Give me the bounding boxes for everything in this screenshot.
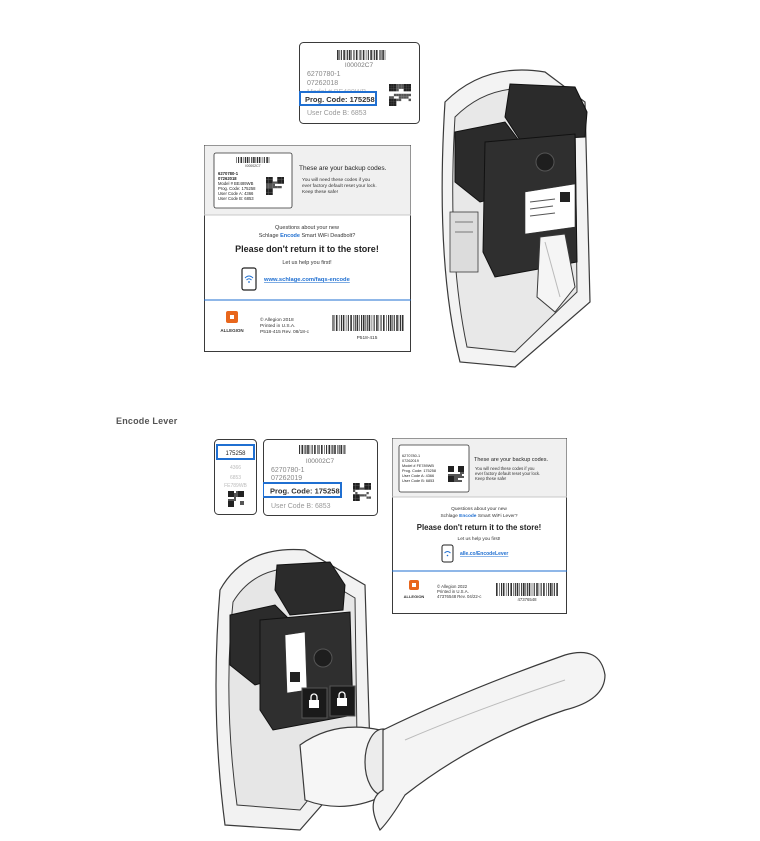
svg-text:You will need these codes if y: You will need these codes if you — [302, 178, 371, 183]
svg-text:Let us help you first!: Let us help you first! — [282, 260, 332, 266]
svg-text:Model # FE789WB: Model # FE789WB — [402, 464, 434, 468]
svg-text:6270780-1: 6270780-1 — [271, 467, 305, 474]
svg-text:4366: 4366 — [229, 465, 242, 471]
svg-text:Printed in U.S.A.: Printed in U.S.A. — [260, 324, 296, 329]
svg-text:Please don't return it to the: Please don't return it to the store! — [416, 523, 542, 532]
svg-text:ALLEGION: ALLEGION — [403, 594, 425, 599]
svg-text:07262019: 07262019 — [402, 459, 419, 463]
svg-text:47376548 Rev. 04/22-c: 47376548 Rev. 04/22-c — [437, 594, 482, 599]
svg-text:Printed in U.S.A.: Printed in U.S.A. — [437, 589, 469, 594]
svg-text:47376548: 47376548 — [517, 597, 537, 602]
svg-text:Questions about your new: Questions about your new — [275, 225, 339, 231]
deadbolt-backup-card — [204, 145, 411, 352]
svg-text:Schlage Encode Smart WiFi Leve: Schlage Encode Smart WiFi Lever? — [440, 514, 518, 519]
svg-text:© Allegion 2018: © Allegion 2018 — [260, 318, 294, 323]
sticker-line1: 6270780-1 — [307, 71, 341, 78]
svg-text:Keep these safe!: Keep these safe! — [475, 476, 507, 481]
deadbolt-lock-illustration — [425, 62, 610, 372]
svg-text:ALLEGION: ALLEGION — [220, 328, 244, 333]
svg-text:Schlage Encode Smart WiFi Dead: Schlage Encode Smart WiFi Deadbolt? — [258, 233, 356, 239]
svg-text:User Code A: 4366: User Code A: 4366 — [218, 191, 254, 196]
svg-text:Model # BE489WB: Model # BE489WB — [218, 181, 254, 186]
backup-title: These are your backup codes. — [299, 165, 387, 172]
svg-text:Prog. Code: 175258: Prog. Code: 175258 — [218, 186, 256, 191]
sticker-prog-code: Prog. Code: 175258 — [305, 95, 375, 104]
lever-sticker-prog-code: Prog. Code: 175258 — [270, 486, 340, 496]
lever-lock-illustration — [205, 540, 610, 835]
svg-text:FE789WB: FE789WB — [224, 483, 247, 489]
support-link: www.schlage.com/faqs-encode — [264, 277, 350, 283]
svg-text:I00002C7: I00002C7 — [305, 458, 335, 465]
svg-text:ever factory default reset you: ever factory default reset your lock. — [475, 471, 541, 476]
svg-text:6853: 6853 — [229, 475, 242, 481]
svg-text:Prog. Code: 175258: Prog. Code: 175258 — [402, 469, 436, 473]
svg-text:ever factory default reset you: ever factory default reset your lock. — [302, 184, 377, 189]
sticker-user-code-b: User Code B: 6853 — [307, 110, 367, 117]
svg-text:Let us help you first!: Let us help you first! — [457, 537, 501, 542]
sticker-serial: I00002C7 — [344, 62, 374, 69]
svg-text:alle.co/EncodeLever: alle.co/EncodeLever — [460, 551, 509, 557]
card-headline: Please don't return it to the store! — [235, 244, 379, 254]
phone-wifi-icon — [242, 268, 256, 290]
svg-text:You will need these codes if y: You will need these codes if you — [475, 466, 535, 471]
lever-sticker — [263, 439, 378, 516]
deadbolt-sticker — [299, 42, 420, 124]
mini-serial: I00002C7 — [245, 164, 261, 168]
svg-text:P518-415 Rev. 08/18-c: P518-415 Rev. 08/18-c — [260, 330, 309, 335]
lever-small-sticker — [214, 439, 257, 515]
svg-text:User Code A: 4366: User Code A: 4366 — [402, 474, 435, 478]
svg-text:User Code B: 6853: User Code B: 6853 — [218, 196, 254, 201]
section-label: Encode Lever — [116, 416, 178, 426]
svg-text:User Code B: 6853: User Code B: 6853 — [271, 503, 331, 510]
svg-text:© Allegion 2022: © Allegion 2022 — [437, 584, 468, 589]
svg-text:User Code B: 6853: User Code B: 6853 — [402, 479, 435, 483]
sticker-line2: 07262018 — [307, 80, 339, 87]
svg-text:P518-415: P518-415 — [356, 336, 378, 341]
svg-text:07262019: 07262019 — [271, 475, 303, 482]
svg-text:6270780-1: 6270780-1 — [218, 171, 239, 176]
svg-text:These are your backup codes.: These are your backup codes. — [474, 457, 548, 463]
svg-text:6270780-1: 6270780-1 — [402, 454, 421, 458]
svg-text:07262018: 07262018 — [218, 176, 237, 181]
svg-text:Questions about your new: Questions about your new — [451, 507, 507, 512]
small-sticker-code: 175258 — [225, 451, 246, 457]
svg-text:Keep these safe!: Keep these safe! — [302, 190, 339, 195]
